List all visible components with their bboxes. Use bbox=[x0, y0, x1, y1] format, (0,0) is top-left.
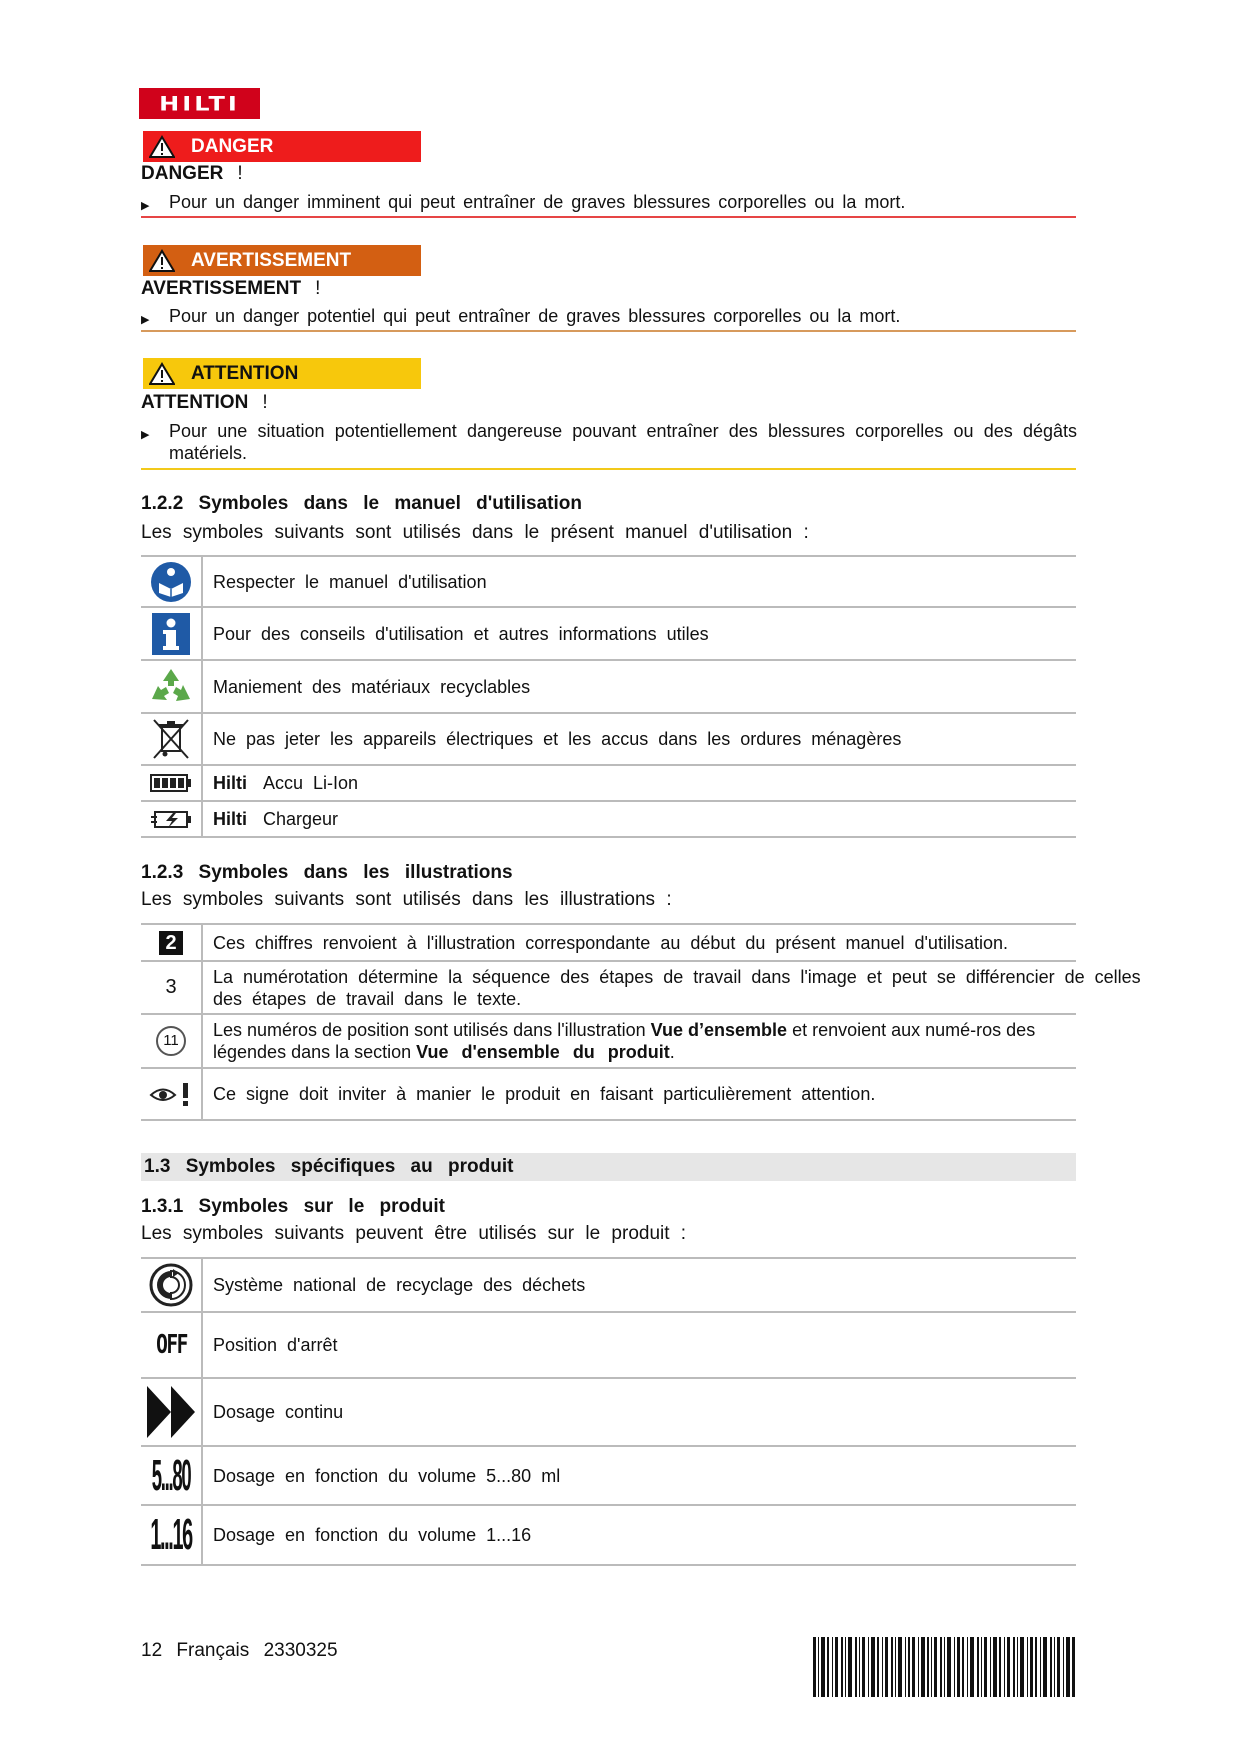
intro-1-2-2: Les symboles suivants sont utilisés dans le présent manuel d'utilisation : bbox=[141, 522, 809, 543]
footer-code: 2330325 bbox=[263, 1640, 338, 1661]
caution-rule bbox=[141, 468, 1076, 470]
read-manual-icon bbox=[150, 561, 192, 603]
table-cell-text: Position d'arrêt bbox=[213, 1335, 338, 1355]
warning-triangle-icon bbox=[149, 135, 175, 159]
table-row bbox=[141, 1447, 1076, 1506]
table-cell-text: Les numéros de position sont utilisés dans l'illustration Vue d’ensemble et renvoient aux numé-ros des légendes dans la section Vue d'ensemble du produit. bbox=[213, 1020, 1036, 1062]
product-symbols-table bbox=[141, 1257, 1076, 1566]
info-icon bbox=[152, 613, 190, 655]
danger-title: DANGER ! bbox=[141, 163, 243, 184]
table-row bbox=[141, 802, 1076, 838]
table-row bbox=[141, 1379, 1076, 1447]
table-row bbox=[141, 925, 1076, 962]
caution-title: ATTENTION ! bbox=[141, 392, 268, 413]
figure-number-icon: 2 bbox=[159, 931, 183, 955]
table-cell-text: Ces chiffres renvoient à l'illustration correspondante au début du présent manuel d'utilisation. bbox=[213, 932, 1008, 953]
hilti-logo bbox=[139, 88, 260, 119]
warning-bullet: ▶ Pour un danger potentiel qui peut entraîner de graves blessures corporelles ou la mort. bbox=[141, 305, 1077, 331]
brand-label: Hilti bbox=[213, 809, 247, 829]
table-cell-text: Chargeur bbox=[263, 809, 339, 829]
table-cell-text: La numérotation détermine la séquence des étapes de travail dans l'image et peut se différencier de celles des étapes de travail dans le texte. bbox=[213, 966, 1141, 1009]
table-cell-text: Dosage continu bbox=[213, 1402, 344, 1422]
page-number: 12 bbox=[141, 1640, 163, 1661]
caution-banner bbox=[143, 358, 421, 389]
table-cell-text: Maniement des matériaux recyclables bbox=[213, 676, 531, 697]
danger-text: Pour un danger imminent qui peut entraîner de graves blessures corporelles ou la mort. bbox=[169, 192, 906, 212]
table-cell-text: Ce signe doit inviter à manier le produit en faisant particulièrement attention. bbox=[213, 1084, 876, 1104]
footer-language: Français bbox=[176, 1640, 250, 1661]
warning-triangle-icon bbox=[149, 249, 175, 273]
volume-1-16-icon: 1...16 bbox=[150, 1510, 192, 1559]
eye-attention-icon bbox=[149, 1081, 193, 1107]
logo-text: HILTI bbox=[159, 92, 240, 115]
heading-1-2-2: 1.2.2 Symboles dans le manuel d'utilisation bbox=[141, 493, 582, 514]
brand-label: Hilti bbox=[213, 773, 247, 793]
table-row bbox=[141, 1069, 1076, 1121]
table-row bbox=[141, 661, 1076, 714]
off-position-icon: OFF bbox=[155, 1330, 187, 1360]
warning-rule bbox=[141, 330, 1076, 332]
danger-banner-label: DANGER bbox=[191, 135, 274, 157]
fast-forward-icon bbox=[145, 1384, 197, 1440]
table-cell-text: Ne pas jeter les appareils électriques et les accus dans les ordures ménagères bbox=[213, 729, 902, 749]
section-1-3-heading: 1.3 Symboles spécifiques au produit bbox=[141, 1153, 1076, 1181]
manual-symbols-table bbox=[141, 555, 1076, 838]
caution-text: Pour une situation potentiellement dangereuse pouvant entraîner des blessures corporelles ou des dégâts matériels. bbox=[169, 421, 1077, 463]
volume-5-80-icon: 5...80 bbox=[151, 1450, 191, 1500]
table-row bbox=[141, 766, 1076, 802]
intro-1-2-3: Les symboles suivants sont utilisés dans les illustrations : bbox=[141, 889, 672, 910]
battery-icon bbox=[150, 773, 192, 793]
danger-banner bbox=[143, 131, 421, 162]
warning-text: Pour un danger potentiel qui peut entraîner de graves blessures corporelles ou la mort. bbox=[169, 306, 901, 326]
table-row bbox=[141, 557, 1076, 608]
recycle-icon bbox=[149, 666, 193, 708]
table-row bbox=[141, 608, 1076, 661]
table-row bbox=[141, 1313, 1076, 1379]
table-row bbox=[141, 1015, 1076, 1069]
danger-bullet: ▶ Pour un danger imminent qui peut entraîner de graves blessures corporelles ou la mort. bbox=[141, 191, 1077, 217]
table-row bbox=[141, 714, 1076, 766]
table-cell-text: Système national de recyclage des déchets bbox=[213, 1275, 586, 1295]
warning-banner bbox=[143, 245, 421, 276]
page-footer bbox=[141, 1640, 338, 1662]
green-dot-icon bbox=[149, 1263, 193, 1307]
caution-bullet: ▶ Pour une situation potentiellement dangereuse pouvant entraîner des blessures corporelles ou des dégâts matériels. bbox=[141, 421, 1077, 463]
barcode bbox=[813, 1637, 1075, 1697]
intro-1-3-1: Les symboles suivants peuvent être utilisés sur le produit : bbox=[141, 1223, 687, 1244]
table-row bbox=[141, 1259, 1076, 1313]
table-cell-text: Respecter le manuel d'utilisation bbox=[213, 571, 487, 592]
warning-triangle-icon bbox=[149, 362, 175, 386]
warning-title: AVERTISSEMENT ! bbox=[141, 278, 321, 299]
table-cell-text: Dosage en fonction du volume 5...80 ml bbox=[213, 1465, 561, 1486]
table-cell-text: Pour des conseils d'utilisation et autres informations utiles bbox=[213, 623, 709, 644]
crossed-bin-icon bbox=[151, 717, 191, 761]
table-cell-text: Dosage en fonction du volume 1...16 bbox=[213, 1525, 532, 1545]
heading-1-3-1: 1.3.1 Symboles sur le produit bbox=[141, 1196, 445, 1217]
position-number-icon: 11 bbox=[156, 1026, 186, 1056]
step-number-icon: 3 bbox=[165, 976, 177, 998]
warning-banner-label: AVERTISSEMENT bbox=[191, 249, 352, 271]
charger-icon bbox=[149, 808, 193, 830]
table-row bbox=[141, 962, 1141, 1015]
caution-banner-label: ATTENTION bbox=[191, 362, 299, 384]
table-row bbox=[141, 1506, 1076, 1566]
illustration-symbols-table bbox=[141, 923, 1141, 1121]
danger-rule bbox=[141, 216, 1076, 218]
heading-1-2-3: 1.2.3 Symboles dans les illustrations bbox=[141, 862, 513, 883]
table-cell-text: Accu Li-Ion bbox=[263, 773, 359, 793]
